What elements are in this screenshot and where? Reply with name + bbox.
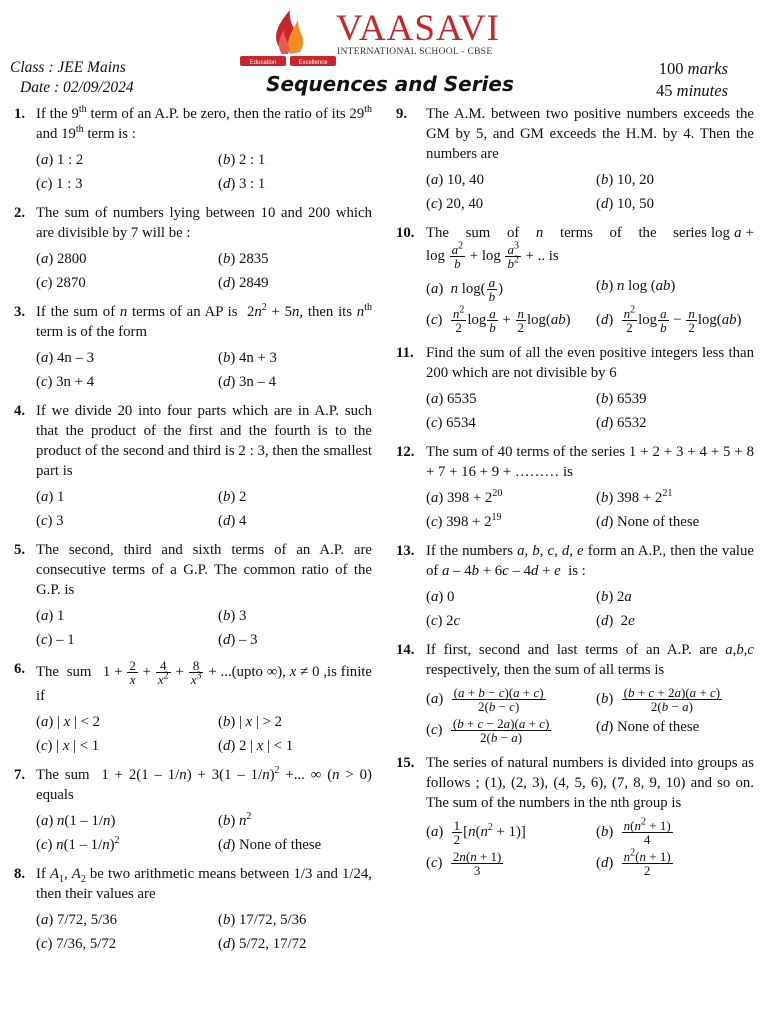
option-a: (a) 1 xyxy=(36,608,65,624)
option-a: (a) 1 : 2 xyxy=(36,152,84,168)
option-c: (c) | x | < 1 xyxy=(36,738,100,754)
logo-left-tag: Education xyxy=(249,60,277,66)
option-b: (b) 17/72, 5/36 xyxy=(218,912,307,928)
option-a: (a) 1 xyxy=(36,489,65,505)
option-b: (b) 3 xyxy=(218,608,247,624)
left-column xyxy=(14,104,372,963)
question-6 xyxy=(14,659,372,756)
question-number: 4. xyxy=(14,403,26,419)
options xyxy=(426,170,754,214)
option-a: (a) 10, 40 xyxy=(426,172,484,188)
option-b: (b) $\frac{(b + c + 2a)(a + c)}{2(b - a)}$ xyxy=(596,685,721,714)
question-text: The sum 1 + 2(1 – 1/n) + 3(1 – 1/n)$^2$ +... ∞ (n > 0) equals xyxy=(36,765,372,803)
option-b: (b) $398 + 2^{21}$ xyxy=(596,488,673,506)
option-c: (c) 3 xyxy=(36,513,64,529)
option-b: (b) | x | > 2 xyxy=(218,714,283,730)
option-c: (c) $\frac{(b + c - 2a)(a + c)}{2(b - a)}$ xyxy=(426,716,550,745)
option-c: (c) 2870 xyxy=(36,275,86,291)
options xyxy=(426,488,754,532)
option-a: (a) n log( $\frac{a}{b}$ ) xyxy=(426,275,504,304)
option-c: (c) 7/36, 5/72 xyxy=(36,936,117,952)
option-a: (a) | x | < 2 xyxy=(36,714,101,730)
options xyxy=(36,150,372,194)
option-b: (b) 4n + 3 xyxy=(218,350,277,366)
question-text: If first, second and last terms of an A.P. are a,b,c respectively, then the sum of all terms is xyxy=(426,642,754,678)
question-number: 14. xyxy=(396,642,415,658)
question-text: The series of natural numbers is divided into groups as follows ; (1), (2, 3), (4, 5, 6), (7, 8, 9, 10) and so on. The sum of the numbers in the nth group is xyxy=(426,755,754,811)
question-number: 11. xyxy=(396,345,414,361)
option-c: (c) 1 : 3 xyxy=(36,176,83,192)
option-d: (d) 2849 xyxy=(218,275,269,291)
option-a: (a) 0 xyxy=(426,589,455,605)
question-number: 12. xyxy=(396,444,415,460)
option-d: (d) 4 xyxy=(218,513,247,529)
options xyxy=(426,686,754,744)
question-1 xyxy=(14,104,372,194)
logo-right-tag: Excellence xyxy=(298,60,328,66)
school-name: VAASAVI xyxy=(336,8,500,49)
option-d: (d) 6532 xyxy=(596,415,647,431)
options xyxy=(36,249,372,293)
option-a: (a) 6535 xyxy=(426,391,477,407)
option-a: (a) $\frac{(a + b - c)(a + c)}{2(b - c)}$ xyxy=(426,685,544,714)
question-8 xyxy=(14,864,372,954)
question-text: The sum of numbers lying between 10 and 200 which are divisible by 7 will be : xyxy=(36,205,372,241)
question-number: 2. xyxy=(14,205,26,221)
options xyxy=(36,811,372,855)
option-b: (b) 10, 20 xyxy=(596,172,654,188)
option-d: (d) 3 : 1 xyxy=(218,176,266,192)
marks-label: 100 marks xyxy=(658,59,728,78)
question-number: 9. xyxy=(396,106,408,122)
question-text: If $A_1$, $A_2$ be two arithmetic means between 1/3 and 1/24, then their values are xyxy=(36,866,372,902)
option-b: (b) 2a xyxy=(596,589,632,605)
option-c: (c) $398 + 2^{19}$ xyxy=(426,512,502,530)
option-d: (d) None of these xyxy=(218,837,322,853)
option-c: (c) 3n + 4 xyxy=(36,374,95,390)
option-a: (a) n(1 – 1/n) xyxy=(36,813,116,829)
question-number: 5. xyxy=(14,542,26,558)
question-7 xyxy=(14,765,372,855)
option-d: (d) $\frac{n^2}{2}$ log $\frac{a}{b}$ − $\frac{n}{2}$ log(ab) xyxy=(596,304,742,335)
options xyxy=(426,389,754,433)
option-d: (d) 3n – 4 xyxy=(218,374,276,390)
question-11 xyxy=(396,343,754,433)
question-text: The sum of n terms of the series log a + log $\frac{a^2}{b}$ + log $\frac{a^3}{b^2}$ + .. is xyxy=(426,225,755,271)
question-number: 8. xyxy=(14,866,26,882)
option-c: (c) 6534 xyxy=(426,415,476,431)
option-b: (b) 2 xyxy=(218,489,247,505)
option-b: (b) $n^2$ xyxy=(218,811,252,829)
question-text: The second, third and sixth terms of an A.P. are consecutive terms of a G.P. The common ratio of the G.P. is xyxy=(36,542,372,598)
option-c: (c) 20, 40 xyxy=(426,196,484,212)
option-c: (c) $\frac{n^2}{2}$ log $\frac{a}{b}$ + $\frac{n}{2}$ log(ab) xyxy=(426,304,571,335)
options xyxy=(426,587,754,631)
options xyxy=(36,606,372,650)
option-c: (c) 2c xyxy=(426,613,461,629)
question-3 xyxy=(14,302,372,392)
options xyxy=(426,816,754,878)
options xyxy=(426,276,754,334)
question-text: If the 9th term of an A.P. be zero, then the ratio of its 29th and 19th term is : xyxy=(36,104,372,142)
options xyxy=(36,487,372,531)
option-a: (a) 2800 xyxy=(36,251,87,267)
option-a: (a) 7/72, 5/36 xyxy=(36,912,117,928)
page-title: Sequences and Series xyxy=(266,72,514,96)
class-label: Class : JEE Mains xyxy=(10,59,126,76)
question-13 xyxy=(396,541,754,631)
school-subtitle: INTERNATIONAL SCHOOL - CBSE xyxy=(337,47,493,57)
question-5 xyxy=(14,540,372,650)
option-a: (a) $\frac{1}{2}$ $[n(n^2 + 1)]$ xyxy=(426,818,526,847)
question-9 xyxy=(396,104,754,214)
question-number: 1. xyxy=(14,106,26,122)
question-text: If we divide 20 into four parts which are in A.P. such that the product of the first and the fourth is to the product of the second and third is 2 : 3, then the smallest part is xyxy=(36,403,372,479)
option-b: (b) 6539 xyxy=(596,391,647,407)
question-text: Find the sum of all the even positive integers less than 200 which are not divisible by 6 xyxy=(426,345,754,381)
option-d: (d) 5/72, 17/72 xyxy=(218,936,307,952)
question-text: The sum of 40 terms of the series 1 + 2 + 3 + 4 + 5 + 8 + 7 + 16 + 9 + ……… is xyxy=(426,444,754,480)
question-15 xyxy=(396,753,754,877)
option-b: (b) 2835 xyxy=(218,251,269,267)
question-text: If the sum of n terms of an AP is $2n^2 + 5n$, then its $n^{th}$ term is of the form xyxy=(36,302,372,340)
option-d: (d) None of these xyxy=(596,719,700,735)
question-number: 7. xyxy=(14,767,26,783)
options xyxy=(36,910,372,954)
option-c: (c) – 1 xyxy=(36,632,75,648)
question-number: 6. xyxy=(14,661,26,677)
option-b: (b) $\frac{n(n^2 + 1)}{4}$ xyxy=(596,816,671,847)
options xyxy=(36,348,372,392)
question-text: If the numbers a, b, c, d, e form an A.P., then the value of a – 4b + 6c – 4d + e is : xyxy=(426,543,754,579)
option-d: (d) $\frac{n^2(n + 1)}{2}$ xyxy=(596,847,671,878)
date-label: Date : 02/09/2024 xyxy=(20,79,134,96)
options xyxy=(36,712,372,756)
option-c: (c) $\frac{2n(n + 1)}{3}$ xyxy=(426,849,502,878)
question-2 xyxy=(14,203,372,293)
option-d: (d) 2 | x | < 1 xyxy=(218,738,294,754)
right-column xyxy=(396,104,754,886)
question-text: The A.M. between two positive numbers exceeds the GM by 5, and GM exceeds the H.M. by 4. Then the numbers are xyxy=(426,106,754,162)
question-4 xyxy=(14,401,372,531)
class-info xyxy=(10,58,134,98)
exam-meta xyxy=(656,58,728,102)
question-number: 10. xyxy=(396,225,415,241)
option-a: (a) $398 + 2^{20}$ xyxy=(426,488,503,506)
time-label: 45 minutes xyxy=(656,81,728,100)
question-10 xyxy=(396,223,754,334)
option-b: (b) n log (ab) xyxy=(596,278,676,294)
option-c: (c) n(1 – 1/n)$^2$ xyxy=(36,835,120,853)
question-number: 3. xyxy=(14,304,26,320)
option-d: (d) – 3 xyxy=(218,632,258,648)
question-12 xyxy=(396,442,754,532)
option-b: (b) 2 : 1 xyxy=(218,152,266,168)
question-text: The sum 1 + $\frac{2}{x}$ + $\frac{4}{x^2}$ + $\frac{8}{x^3}$ + ...(upto ∞), x ≠ 0 ,is finite if xyxy=(36,658,372,704)
question-14 xyxy=(396,640,754,744)
option-d: (d) 10, 50 xyxy=(596,196,654,212)
question-number: 13. xyxy=(396,543,415,559)
option-d: (d) 2e xyxy=(596,613,635,629)
question-number: 15. xyxy=(396,755,415,771)
option-d: (d) None of these xyxy=(596,514,700,530)
option-a: (a) 4n – 3 xyxy=(36,350,94,366)
